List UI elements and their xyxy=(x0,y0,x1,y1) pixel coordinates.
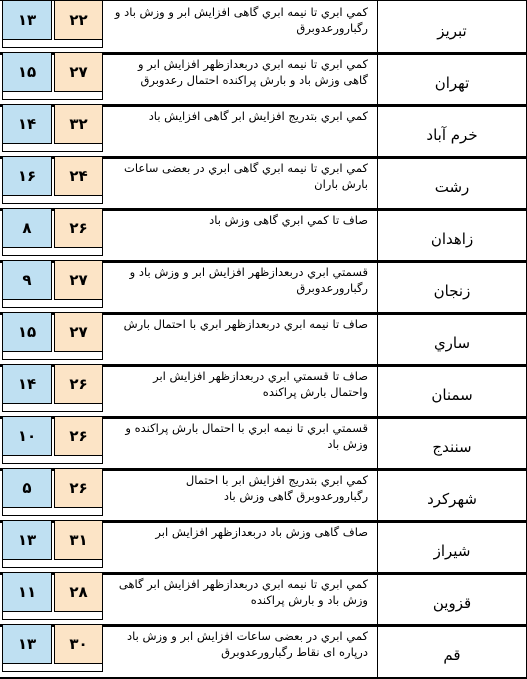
min-temperature: ۱۳ xyxy=(2,1,52,40)
forecast-description: کمي ابري تا نیمه ابري گاهی افزایش ابر و وزش باد و رگبارورعدوبرق xyxy=(114,5,368,35)
max-temperature: ۲۲ xyxy=(54,1,103,40)
forecast-description: کمي ابري تا نیمه ابري دربعدازظهر افزایش ابر گاهی وزش باد و بارش پراکنده xyxy=(118,577,368,607)
table-row xyxy=(0,416,527,469)
temperature-strip xyxy=(2,352,103,360)
city-name: سمنان xyxy=(377,365,527,417)
max-temperature: ۲۶ xyxy=(54,209,103,248)
min-temperature: ۱۶ xyxy=(2,157,52,196)
temperature-strip xyxy=(2,404,103,412)
temperature-strip xyxy=(2,612,103,620)
forecast-description: صاف تا کمي ابري گاهی وزش باد xyxy=(209,213,368,227)
temperature-strip xyxy=(2,300,103,308)
forecast-description: قسمتي ابري دربعدازظهر افزایش ابر و وزش باد و رگبارورعدوبرق xyxy=(129,265,368,295)
table-row xyxy=(0,104,527,157)
min-temperature: ۵ xyxy=(2,469,52,508)
min-temperature: ۸ xyxy=(2,209,52,248)
max-temperature: ۲۷ xyxy=(54,261,103,300)
forecast-description: کمي ابري بتدریج افزایش ابر گاهی افزایش باد xyxy=(148,109,368,123)
min-temperature: ۱۳ xyxy=(2,625,52,664)
max-temperature: ۲۸ xyxy=(54,573,103,612)
max-temperature: ۲۷ xyxy=(54,53,103,92)
min-temperature: ۱۵ xyxy=(2,313,52,352)
table-row xyxy=(0,572,527,625)
city-name: شيراز xyxy=(377,521,527,573)
table-row xyxy=(0,260,527,313)
max-temperature: ۲۶ xyxy=(54,469,103,508)
temperature-strip xyxy=(2,560,103,568)
table-row xyxy=(0,364,527,417)
max-temperature: ۲۴ xyxy=(54,157,103,196)
forecast-description: صاف تا قسمتي ابري دربعدازظهر افزایش ابر واحتمال بارش پراکنده xyxy=(153,369,368,399)
table-row xyxy=(0,0,527,53)
city-name: تهران xyxy=(377,53,527,105)
min-temperature: ۹ xyxy=(2,261,52,300)
city-name: زاهدان xyxy=(377,209,527,261)
min-temperature: ۱۴ xyxy=(2,105,52,144)
table-row xyxy=(0,208,527,261)
min-temperature: ۱۴ xyxy=(2,365,52,404)
max-temperature: ۳۱ xyxy=(54,521,103,560)
forecast-description: صاف گاهی وزش باد دربعدازظهر افزایش ابر xyxy=(155,525,368,539)
city-name: قزوين xyxy=(377,573,527,625)
city-name: زنجان xyxy=(377,261,527,313)
city-name: تبریز xyxy=(377,1,527,53)
city-name: رشت xyxy=(377,157,527,209)
temperature-strip xyxy=(2,92,103,100)
city-name: ساري xyxy=(377,313,527,365)
max-temperature: ۳۰ xyxy=(54,625,103,664)
temperature-strip xyxy=(2,456,103,464)
max-temperature: ۳۲ xyxy=(54,105,103,144)
table-row xyxy=(0,520,527,573)
min-temperature: ۱۱ xyxy=(2,573,52,612)
temperature-strip xyxy=(2,508,103,516)
temperature-strip xyxy=(2,40,103,48)
max-temperature: ۲۶ xyxy=(54,365,103,404)
table-row xyxy=(0,624,527,677)
city-name: قم xyxy=(377,625,527,677)
table-row xyxy=(0,312,527,365)
city-name: سنندج xyxy=(377,417,527,469)
forecast-description: کمي ابري تا نیمه ابري دربعدازظهر افزایش ابر و گاهی وزش باد و بارش پراکنده احتمال رعدوبرق xyxy=(137,57,368,87)
min-temperature: ۱۵ xyxy=(2,53,52,92)
table-row xyxy=(0,52,527,105)
temperature-strip xyxy=(2,196,103,204)
forecast-description: قسمتي ابري تا نیمه ابري با احتمال بارش پراکنده و وزش باد xyxy=(125,421,368,451)
temperature-strip xyxy=(2,248,103,256)
table-row xyxy=(0,156,527,209)
max-temperature: ۲۶ xyxy=(54,417,103,456)
city-name: شهرکرد xyxy=(377,469,527,521)
min-temperature: ۱۰ xyxy=(2,417,52,456)
temperature-strip xyxy=(2,144,103,152)
temperature-strip xyxy=(2,664,103,672)
forecast-description: کمي ابري تا نیمه ابري گاهی ابري در بعضی ساعات بارش باران xyxy=(124,161,368,191)
city-name: خرم آباد xyxy=(377,105,527,157)
forecast-description: کمي ابري بتدریج افزایش ابر با احتمال رگبارورعدوبرق گاهی وزش باد xyxy=(185,473,368,503)
forecast-description: کمي ابري در بعضی ساعات افزایش ابر و وزش باد درپاره ای نقاط رگبارورعدوبرق xyxy=(126,629,368,659)
max-temperature: ۲۷ xyxy=(54,313,103,352)
min-temperature: ۱۳ xyxy=(2,521,52,560)
forecast-description: صاف تا نیمه ابري دربعدازظهر ابري با احتمال بارش xyxy=(123,317,368,331)
table-row xyxy=(0,468,527,521)
